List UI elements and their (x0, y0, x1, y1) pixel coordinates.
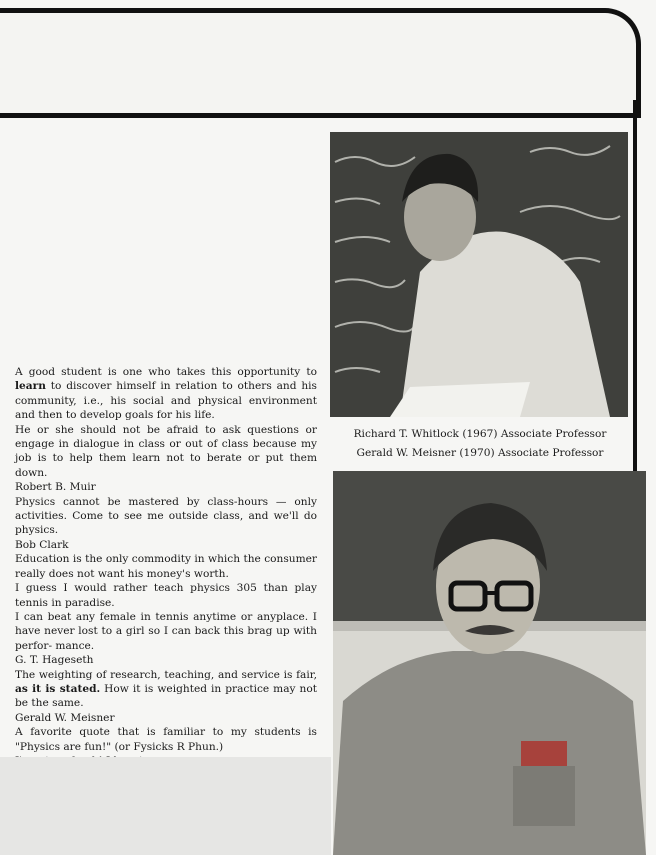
photo-professor-chalkboard (330, 132, 628, 417)
text-run: Education is the only commodity in which the consumer really does not want his money's worth. (15, 553, 317, 580)
emphasis-learn: learn (15, 380, 46, 393)
text-run: He or she should not be afraid to ask questions or engage in dialogue in class or out of class because my job is to help them learn not to berate or put them down. (15, 423, 317, 479)
paragraph (15, 423, 317, 481)
author-name (15, 711, 317, 725)
author-name (15, 653, 317, 667)
text-run: Bob Clark (15, 538, 69, 551)
text-run: Robert B. Muir (15, 481, 96, 494)
header-frame (0, 8, 641, 118)
text-run: I guess I would rather teach physics 305 than play tennis in paradise. (15, 582, 317, 609)
paragraph (15, 581, 317, 610)
text-run: The weighting of research, teaching, and service is fair, (15, 668, 317, 681)
author-name (15, 538, 317, 552)
caption-whitlock: Richard T. Whitlock (1967) Associate Professor (353, 428, 607, 440)
caption-meisner: Gerald W. Meisner (1970) Associate Professor (356, 447, 604, 459)
quotes-text-column (15, 365, 317, 812)
text-run: I can beat any female in tennis anytime or anyplace. I have never lost to a girl so I can back this brag up with perfor- mance. (15, 610, 317, 652)
text-run: A good student is one who takes this opportunity to (15, 366, 317, 378)
text-run: to discover himself in relation to others and his community, i.e., his social and physical environment and then to develop goals for his life. (15, 380, 317, 422)
paragraph (15, 495, 317, 538)
bottom-gray-panel (0, 757, 331, 855)
paragraph (15, 668, 317, 711)
paragraph (15, 610, 317, 653)
paragraph (15, 725, 317, 754)
emphasis-as-it-is-stated: as it is stated. (15, 682, 101, 695)
paragraph (15, 365, 317, 423)
text-run: How it is weighted in practice may not be the same. (15, 682, 317, 710)
text-run: Gerald W. Meisner (15, 711, 115, 724)
text-run: A favorite quote that is familiar to my students is "Physics are fun!" (or Fysicks R Phun.) (15, 726, 317, 753)
photo-professor-glasses (333, 471, 646, 855)
glasses-photo-illustration (333, 471, 646, 855)
text-run: G. T. Hageseth (15, 654, 94, 667)
paragraph (15, 552, 317, 581)
chalkboard-photo-illustration (330, 132, 628, 417)
author-name (15, 480, 317, 494)
text-run: Physics cannot be mastered by class-hours — only activities. Come to see me outside class, and we'll do physics. (15, 495, 317, 537)
